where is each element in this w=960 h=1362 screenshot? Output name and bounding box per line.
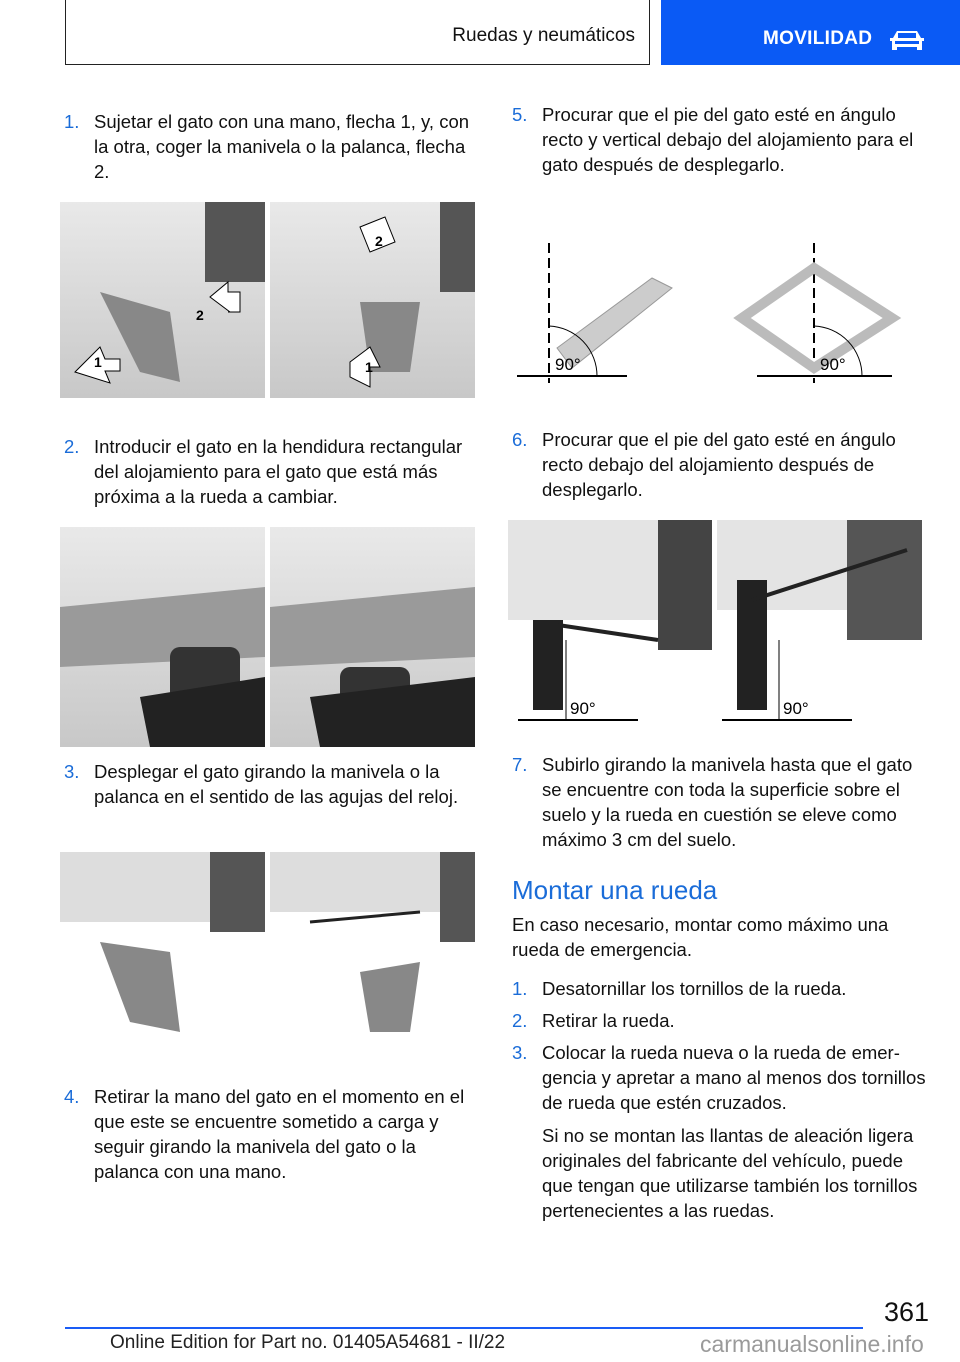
step-2 [64, 434, 476, 509]
header-section-box [65, 0, 650, 65]
angle-label: 90° [820, 355, 846, 374]
jack-unfold-photo-left [60, 852, 265, 1042]
step-number: 1. [512, 978, 528, 999]
step-text: Introducir el gato en la hendidura rectangular del alojamiento para el gato que está más próxima a la rueda a cambiar. [94, 436, 463, 507]
angle-label: 90° [555, 355, 581, 374]
step-6 [512, 427, 928, 502]
step-number: 2. [64, 436, 80, 457]
arrow-label: 1 [94, 354, 102, 370]
step-number: 7. [512, 754, 528, 775]
mount-step-2 [512, 1008, 932, 1033]
page-number: 361 [884, 1297, 930, 1327]
step-3 [64, 759, 476, 809]
mount-step-1 [512, 976, 932, 1001]
jack-slot-photo-left [60, 527, 265, 747]
angle-label: 90° [570, 699, 596, 718]
step-4 [64, 1084, 476, 1184]
step-text: Desatornillar los tornillos de la rueda. [542, 978, 847, 999]
arrow-label: 1 [365, 359, 373, 375]
jack-unfold-photo-right [270, 852, 475, 1042]
step-text: Retirar la mano del gato en el momento en el que este se encuentre sometido a carga y seguir girando la manivela del gato o la palanca con una mano. [94, 1086, 465, 1182]
angle-label: 90° [783, 699, 809, 718]
step-text: Colocar la rueda nueva o la rueda de emergencia y apretar a mano al menos dos tornillos de rueda que estén cruzados. [542, 1042, 926, 1113]
jack-position-photo-left [508, 520, 712, 722]
step-number: 4. [64, 1086, 80, 1107]
section-title: Ruedas y neumáticos [452, 25, 635, 46]
jack-position-photo-right [717, 520, 922, 722]
mount-step-3 [512, 1040, 932, 1115]
jack-hold-photo-left [60, 202, 265, 398]
note-paragraph: Si no se montan las llantas de aleación ligera originales del fabricante del vehículo, puede que tengan que utilizarse también los tornillos pertenecientes a las ruedas. [542, 1125, 918, 1221]
step-number: 5. [512, 104, 528, 125]
arrow-label: 2 [196, 307, 204, 323]
step-7 [512, 752, 932, 852]
chapter-title: MOVILIDAD [763, 28, 873, 49]
step-text: Sujetar el gato con una mano, flecha 1, y, con la otra, coger la manivela o la palanca, flecha 2. [94, 111, 470, 182]
jack-hold-photo-right [270, 202, 475, 398]
step-text: Procurar que el pie del gato esté en ángulo recto y vertical debajo del alojamiento para el gato después de desplegarlo. [542, 104, 914, 175]
jack-angle-diagram [512, 238, 922, 386]
right-lower-flow [512, 752, 932, 1223]
step-number: 6. [512, 429, 528, 450]
step-text: Subirlo girando la manivela hasta que el gato se encuentre con toda la superficie sobre el suelo y la rueda en cuestión se eleve como máximo 3 cm del suelo. [542, 754, 913, 850]
step-number: 3. [512, 1042, 528, 1063]
jack-slot-photo-right [270, 527, 475, 747]
step-number: 2. [512, 1010, 528, 1031]
footer-divider [65, 1327, 863, 1329]
step-text: Retirar la rueda. [542, 1010, 675, 1031]
intro-paragraph: En caso necesario, montar como máximo una rueda de emergencia. [512, 914, 889, 960]
step-number: 3. [64, 761, 80, 782]
car-icon [890, 28, 924, 52]
step-text: Procurar que el pie del gato esté en ángulo recto debajo del alojamiento después de desplegarlo. [542, 429, 896, 500]
edition-text: Online Edition for Part no. 01405A54681 - II/22 [110, 1332, 506, 1353]
chapter-tab[interactable] [661, 0, 960, 65]
step-text: Desplegar el gato girando la manivela o la palanca en el sentido de las agujas del reloj. [94, 761, 459, 807]
step-number: 1. [64, 111, 80, 132]
section-heading: Montar una rueda [512, 875, 718, 905]
arrow-label: 2 [375, 233, 383, 249]
step-1 [64, 109, 476, 184]
watermark: carmanualsonline.info [700, 1331, 924, 1357]
step-5 [512, 102, 928, 177]
